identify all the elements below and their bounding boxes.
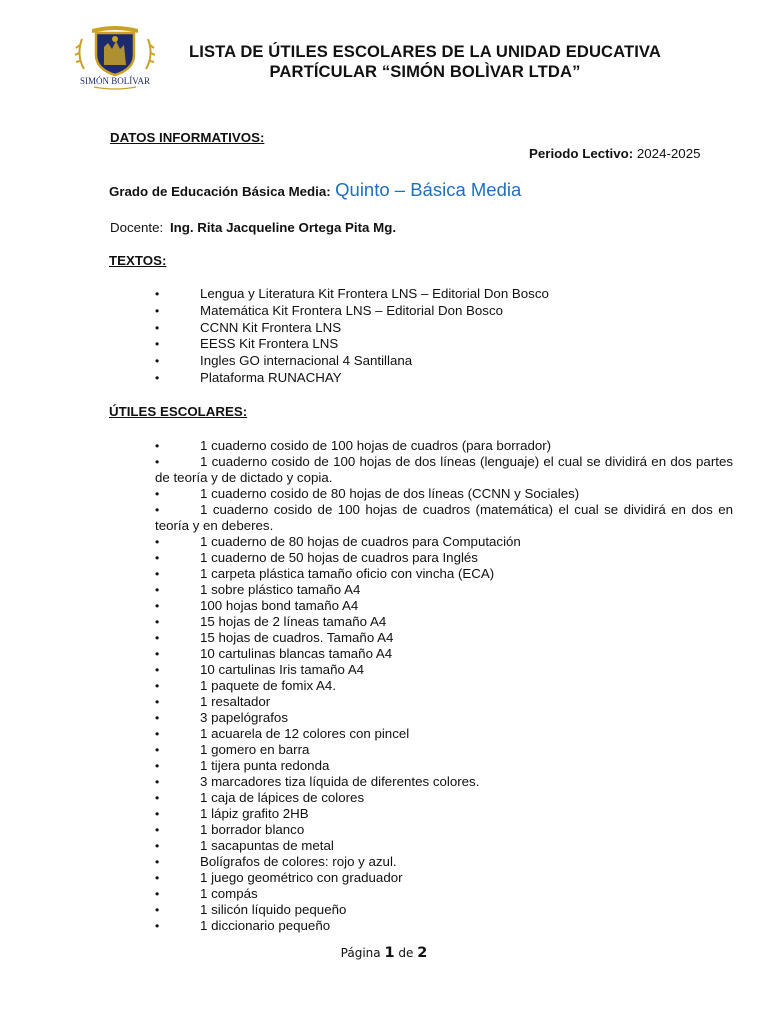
list-item: • CCNN Kit Frontera LNS (155, 319, 342, 335)
list-item: • 1 acuarela de 12 colores con pincel (155, 726, 410, 741)
bullet-icon: • (155, 839, 160, 853)
bullet-icon: • (155, 535, 160, 549)
docente-label: Docente: (110, 220, 164, 235)
bullet-icon: • (155, 337, 160, 352)
list-item: • 10 cartulinas Iris tamaño A4 (155, 662, 365, 677)
list-item: • 1 gomero en barra (155, 742, 310, 757)
title-line-2: PARTÍCULAR “SIMÓN BOLÌVAR LTDA” (269, 62, 581, 81)
bullet-icon: • (155, 663, 160, 677)
periodo-label: Periodo Lectivo: (529, 146, 634, 161)
bullet-icon: • (155, 647, 160, 661)
bullet-icon: • (155, 487, 160, 501)
bullet-icon: • (155, 807, 160, 821)
list-item: • 1 sobre plástico tamaño A4 (155, 582, 361, 597)
bullet-icon: • (155, 919, 160, 933)
list-item: • 1 resaltador (155, 694, 271, 709)
page-total: 2 (417, 945, 428, 961)
bullet-icon: • (155, 503, 160, 517)
datos-heading: DATOS INFORMATIVOS: (110, 130, 265, 145)
list-item: • 1 silicón líquido pequeño (155, 902, 347, 917)
bullet-icon: • (155, 631, 160, 645)
list-item: • 1 cuaderno de 80 hojas de cuadros para Computación (155, 534, 521, 549)
grado-value: Quinto – Básica Media (335, 179, 522, 200)
bullet-icon: • (155, 759, 160, 773)
list-item: • 1 compás (155, 886, 258, 901)
bullet-icon: • (155, 320, 160, 335)
bullet-icon: • (155, 455, 160, 469)
bullet-icon: • (155, 439, 160, 453)
list-item: • 1 caja de lápices de colores (155, 790, 365, 805)
list-item: • Matemática Kit Frontera LNS – Editorial Don Bosco (155, 302, 504, 318)
school-logo (74, 25, 156, 91)
bullet-icon: • (155, 855, 160, 869)
bullet-icon: • (155, 871, 160, 885)
list-item: • 1 sacapuntas de metal (155, 838, 334, 853)
utiles-heading: ÚTILES ESCOLARES: (109, 404, 248, 419)
docente-line (110, 220, 396, 235)
title-line-1: LISTA DE ÚTILES ESCOLARES DE LA UNIDAD EDUCATIVA (189, 42, 661, 61)
list-item: • 1 tijera punta redonda (155, 758, 330, 773)
list-item: • 10 cartulinas blancas tamaño A4 (155, 646, 393, 661)
bullet-icon: • (155, 567, 160, 581)
periodo-lectivo (529, 146, 700, 161)
list-item: • 100 hojas bond tamaño A4 (155, 598, 359, 613)
textos-heading: TEXTOS: (109, 253, 167, 268)
bullet-icon: • (155, 775, 160, 789)
list-item: • 1 cuaderno cosido de 100 hojas de dos líneas (lenguaje) el cual se dividirá en dos partes de teoría y de dictado y copia. (155, 454, 733, 485)
grado-line (109, 179, 521, 201)
grado-label: Grado de Educación Básica Media: (109, 184, 331, 199)
list-item: • Bolígrafos de colores: rojo y azul. (155, 854, 397, 869)
list-item: • 1 borrador blanco (155, 822, 305, 837)
bullet-icon: • (155, 823, 160, 837)
bullet-icon: • (155, 599, 160, 613)
bullet-icon: • (155, 583, 160, 597)
utiles-list (155, 438, 733, 934)
bullet-icon: • (155, 903, 160, 917)
list-item: • EESS Kit Frontera LNS (155, 336, 339, 352)
bullet-icon: • (155, 354, 160, 369)
bullet-icon: • (155, 887, 160, 901)
bullet-icon: • (155, 679, 160, 693)
bullet-icon: • (155, 615, 160, 629)
list-item: • 3 papelógrafos (155, 710, 288, 725)
docente-value: Ing. Rita Jacqueline Ortega Pita Mg. (169, 220, 397, 235)
list-item: • 1 cuaderno cosido de 100 hojas de cuadros (para borrador) (155, 438, 552, 453)
list-item: • 15 hojas de 2 líneas tamaño A4 (155, 614, 387, 629)
bullet-icon: • (155, 551, 160, 565)
list-item: • 1 cuaderno cosido de 100 hojas de cuadros (matemática) el cual se dividirá en dos en teoría y en deberes. (155, 502, 733, 533)
bullet-icon: • (155, 287, 160, 301)
list-item: • Ingles GO internacional 4 Santillana (155, 353, 413, 369)
page-footer (0, 945, 768, 961)
list-item: • 3 marcadores tiza líquida de diferentes colores. (155, 774, 480, 789)
list-item: • 1 carpeta plástica tamaño oficio con vincha (ECA) (155, 566, 495, 581)
logo-text: SIMÓN BOLÍVAR (79, 76, 151, 86)
bullet-icon: • (155, 695, 160, 709)
list-item: • 1 lápiz grafito 2HB (155, 806, 309, 821)
of-word: de (398, 946, 414, 960)
list-item: • 15 hojas de cuadros. Tamaño A4 (155, 630, 394, 645)
bullet-icon: • (155, 303, 160, 318)
list-item: • 1 paquete de fomix A4. (155, 678, 337, 693)
list-item: • Lengua y Literatura Kit Frontera LNS – Editorial Don Bosco (155, 286, 549, 301)
list-item: • 1 cuaderno de 50 hojas de cuadros para Inglés (155, 550, 478, 565)
bullet-icon: • (155, 743, 160, 757)
textos-list (155, 286, 733, 387)
page-word: Página (340, 946, 381, 960)
list-item: • 1 diccionario pequeño (155, 918, 331, 933)
page-number: 1 (384, 945, 395, 961)
list-item: • 1 juego geométrico con graduador (155, 870, 403, 885)
bullet-icon: • (155, 727, 160, 741)
bullet-icon: • (155, 791, 160, 805)
list-item: • Plataforma RUNACHAY (155, 369, 342, 385)
document-title (160, 42, 690, 82)
bullet-icon: • (155, 711, 160, 725)
periodo-value: 2024-2025 (636, 146, 701, 161)
list-item: • 1 cuaderno cosido de 80 hojas de dos líneas (CCNN y Sociales) (155, 486, 580, 501)
bullet-icon: • (155, 370, 160, 385)
